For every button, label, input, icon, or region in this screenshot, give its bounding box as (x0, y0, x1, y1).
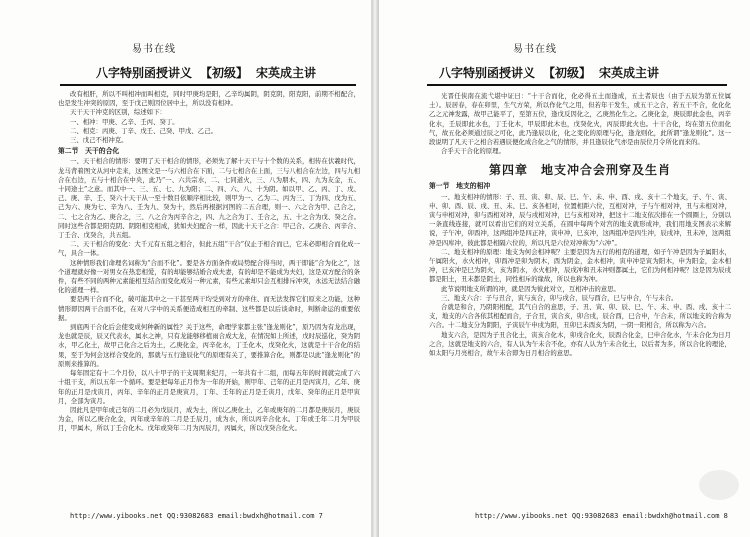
paragraph: 合就是和合，乃阴阳相配，其气自合的意思，子、丑、寅、卯、辰、巳、午、未、申、酉、戌、亥十二支，地支的六合各依其相配而合，子合丑，寅合亥，卯合戌，辰合酉，巳合申，午合未，所以地支的合称为六合。十二地支分为阴阳，子寅辰午申戌为阳，丑卯巳未酉亥为阴，一阴一阳相合，所以称为六合。 (429, 303, 731, 330)
paragraph: 改有相肝，所以不叫相冲而叫相克，同时甲庚均是阳，乙辛均属阴，阴克阴，阳克阳，前期不相配合，也是发生冲突的原因，至于戊己则因位居中土，所以没有相冲。 (58, 90, 360, 108)
section-heading: 第一节 地支的相冲 (429, 182, 491, 191)
page-header (96, 64, 316, 81)
body-text (429, 92, 731, 512)
paragraph: 地支六合，是因为子丑合化土，寅亥合化木，卯戌合化火，辰酉合化金，巳申合化水，午未合化为日月之合，这就是地支的六合，有人认为午未合不化，亦有人认为午未合化土，以后者为多，所以合化的理论，如太阳与月亮相合，故午未合即为日月相合的意思。 (429, 330, 731, 358)
page-footer: http://www.yibooks.net QQ:93082683 email:bwdxh@hotmail.com 7 (70, 512, 323, 520)
paragraph: 一、天干相合的情形：要明了天干相合的情形，必须先了解十天干与十个数的关系，相传在伏羲时代，龙马背着图文从河中走来，这图文是一与六相合在下面，二与七相合在上面，三与八相合在左边，四与九相合在右边，五与十相合在中央，此乃“一、六共宗水，二、七同道火，三、八为朋木，四、九为友金，五、十同途土”之意。而其中一、三、五、七、九为阳；二、四、六、八、十为阴。如以甲、乙、丙、丁、戊、己、庚、辛、壬、癸六十天干从一至十数目依顺序相比较，则甲为一、乙为二、丙为三、丁为四、戊为五、己为六、庚为七、辛为八、壬为九、癸为十，然后再根据河图的二五合理，则一、六之合为甲、己合之，二、七之合为乙、庚合之，三、八之合为丙辛合之，四、九之合为丁、壬合之，五、十之合为戊、癸之合。同时这些合都是阳克阴、阴阳相克相成，犹如夫妇配合一样，因此十天干之合：甲己合、乙庚合、丙辛合、丁壬合、戊癸合，共五组。 (58, 157, 360, 240)
paragraph: 这种情形我们命理名词称为“合而不化”。要是各方面条件或局势配合得当时，两干即能“合为化之”，这个道理就好像一对男女在热恋相爱，有的却能够结婚合成夫妻，有的却是不能成为夫妇，这是双方配合的条件，有些不同的两种元素能相互结合而变化成另一种元素，有些元素却只会互相排斥冲突，永远无法结合融化的道理一样。 (58, 258, 360, 295)
right-page (378, 0, 750, 537)
page-header (439, 64, 659, 81)
list-item: 三、戊己不相冲克。 (70, 136, 128, 145)
chapter-title: 第四章 地支冲合会刑穿及生肖 (488, 163, 671, 178)
list-item: 一、相冲：甲庚、乙辛、壬丙、癸丁。 (70, 117, 179, 126)
paragraph: 三、地支六合：子与丑合，寅与亥合，卯与戌合，辰与酉合，巳与申合，午与未合。 (441, 293, 678, 302)
paragraph: 光晋任侠南在流弋堪中证曰：“十干合而化，化必得五土而逢成，五土者辰也（由于五辰为第五位属土）。辰居春，春在卯里，生气方荣，所以作化气之用，但若年干发生，或五干之合，若五干不合，化化化乙之元神发露，故甲己能平了，至第五位，逢戊反因化之，乙庚然化生之。乙庚化金，庚辰即此金也，丙辛化水，壬辰即此水也，丁壬化木，甲辰即此木也，戊癸化火，丙辰即此火也。十干合化，均在第五位而化气，故五化必须通过辰之可化，此乃逢辰以化，化之变化的原理与化，逢龙则化，此所谓“逢龙则化”。这一段说明了凡天干之相合若遇辰便化成合化之气的情形，并且逢辰化气亦是由辰位月令所化而来的。 (429, 92, 731, 147)
paragraph: 二、天干相合的变化：大千元有五组之相合，但此五组“干合”仅止于相合而已，它未必即相合而化成一气，具合一体。 (58, 240, 360, 258)
paragraph: 天干天干冲克的区别，综述如下： (70, 108, 166, 117)
author-label: 宋英成主讲 (599, 66, 660, 80)
scan-smudge (699, 470, 739, 500)
paragraph: 每年固定有十二个月份，以八十甲子的干支周期来纪月，一年共有十二组，而每五年的时间就完成了六十组干支，所以五年一个循环。要是把每年正月作为一年的开始，则甲年、己年的正月是丙寅月，乙年、庚年的正月是戊寅月，丙年、辛年的正月是庚寅月，丁年、壬年的正月是壬寅月，戊年、癸年的正月是甲寅月，全部为寅月。 (58, 369, 360, 405)
header-rule (60, 84, 356, 86)
author-label: 宋英成主讲 (256, 66, 317, 80)
paragraph: 因此凡是甲年或己年的二月必为戊辰月，成为土，所以乙庚化土，乙年或庚年的二月都是庚辰月，庚辰为金，所以乙庚合化金，丙年或辛年的二月是壬辰月，成为水，所以丙辛合化水。丁年或壬年二月为甲辰月，甲属木，所以丁壬合化木。戊年或癸年二月为丙辰月，丙属火，所以戊癸合化火。 (58, 405, 360, 433)
left-page (0, 0, 372, 537)
list-item: 二、相克：丙庚、丁辛、戊壬、己癸、甲戊、乙己。 (70, 126, 217, 135)
section-heading: 第二节 天干的合化 (58, 147, 120, 156)
site-name: 易书在线 (132, 44, 176, 55)
lecture-title: 八字特别函授讲义 (96, 66, 193, 80)
site-name: 易书在线 (513, 44, 557, 55)
page-footer: http://www.yibooks.net QQ:93082683 email:bwdxh@hotmail.com 8 (475, 512, 728, 520)
lecture-title: 八字特别函授讲义 (439, 66, 536, 80)
paragraph: 要是两干合而不化，破可能其中之一干甚至两干均受到对方的牵住、而无法发挥它们原来之功能，这种情形即因两干合而不化，在对八字中的关系便造成相互的牵制、这些都是以后谈命时，判断命运的重要依据。 (58, 295, 360, 322)
body-text (58, 90, 360, 510)
paragraph: 合乎天干合化的原理。 (441, 147, 505, 156)
paragraph: 一、地支相冲的情形：子、丑、寅、卯、辰、巳、午、未、申、酉、戌、亥十二个地支，子、午、寅、申、卯、酉、辰、戌、丑、未、巳、亥各相对，位置相距六位，互相对冲，子与午相对冲，丑与未相对冲，寅与申相对冲，卯与酉相对冲，辰与戌相对冲，巳与亥相对冲，把这十二地支依次排在一个圆圈上，分别以一条直线连接，就可以看出它们的对立关系，在圆中每两个对宫的地支就形成冲，我们用地支图表示来解说，子午冲，卯酉冲，这两组冲是四正冲，寅申冲，巳亥冲，这两组冲是四生冲，辰戌冲，丑未冲，这两组冲是四库冲，彼此都是相隔六位的，所以凡是六位对冲称为“六冲”。 (429, 192, 731, 247)
paragraph: 到底两干合化后会使变成何种新的属性？关于这些，命理学家都主张“逢龙则化”，原乃因为有龙出现，龙也就是辰，辰又代表水，属水之神，只有龙能够移植雨合成大龙，在情况如上所述，戊时辰巡化，癸为阴水，甲乙化土，故甲己化合之后为土，乙庚化金，丙辛化水，丁壬化木，戊癸化火，这就是十干合化的结果，至于为何会这样合变化的，那就与五行逢辰化气的原理有关了，要推算合化，则都是以此“逢龙则化”的原则来推算的。 (58, 323, 360, 368)
header-rule (427, 84, 727, 86)
level-label: 【初级】 (200, 66, 249, 80)
paragraph: 二、地支相冲的原理：地支为何会相冲呢？主要是因为五行的相克的道理，如子午冲是因为子属阳水，午属阳火，水火相冲，卯酉冲是卯为阴木，酉为阴金，金木相冲，寅申冲是寅为阳木，申为阳金，金木相冲，巳亥冲是巳为阴火，亥为阴水，水火相冲，辰戌冲和丑未冲则都属土，它们为何相冲呢？这是因为辰戌都是阳土，丑未都是阴土，同性相斥的缘故，所以也称为冲。 (429, 247, 731, 284)
level-label: 【初级】 (543, 66, 592, 80)
paragraph: 此节说明地支所谓的冲，就是因为彼此对立，互相冲击的意思。 (441, 284, 620, 293)
